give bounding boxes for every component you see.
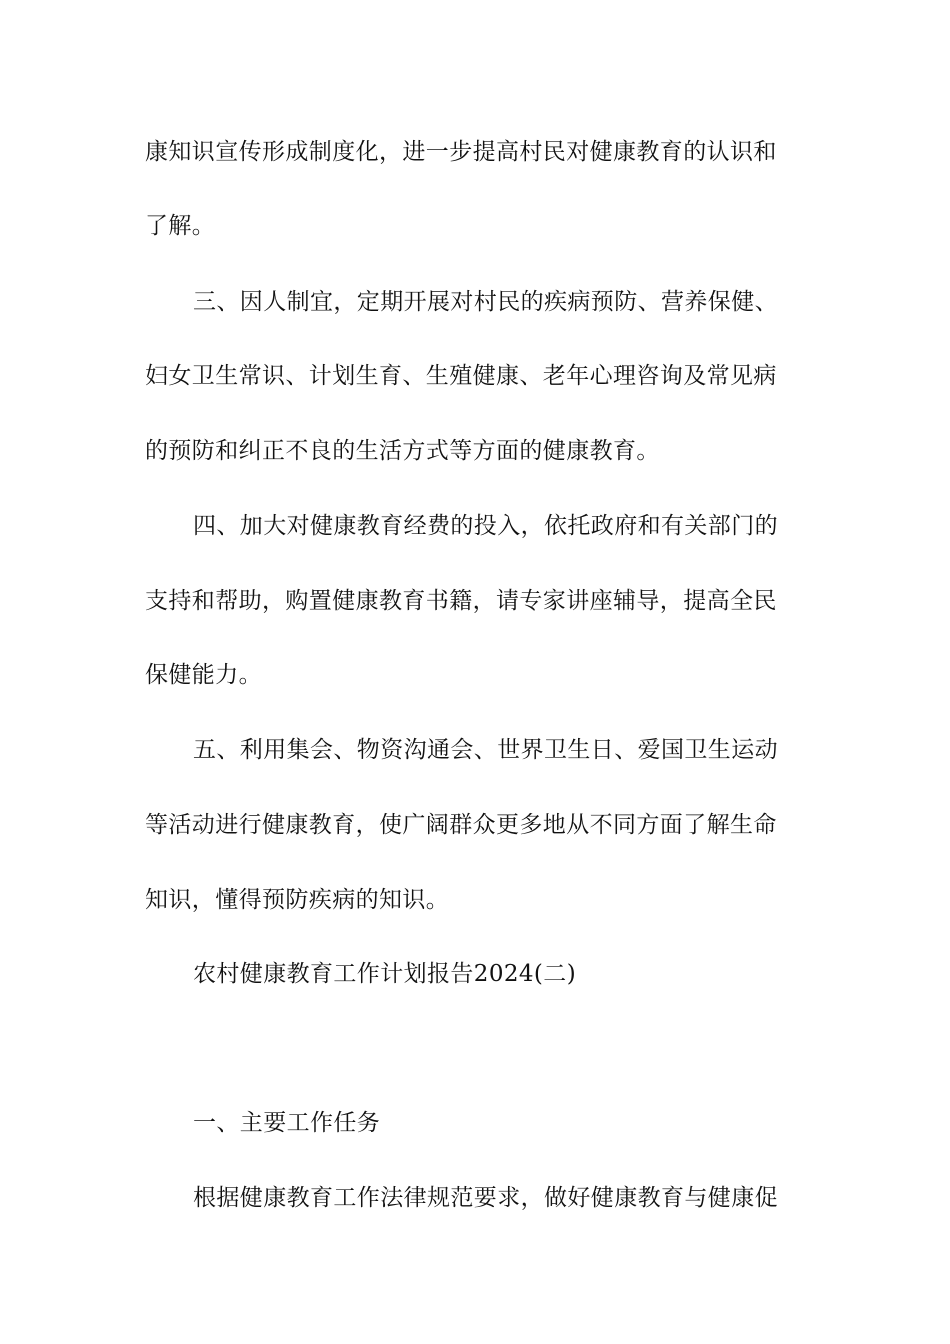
section-title: 农村健康教育工作计划报告2024(二) [193, 961, 577, 987]
paragraph-line: 了解。 [145, 213, 216, 239]
paragraph-line: 根据健康教育工作法律规范要求，做好健康教育与健康促 [193, 1185, 778, 1211]
paragraph-line: 四、加大对健康教育经费的投入，依托政府和有关部门的 [193, 513, 778, 539]
paragraph-line: 等活动进行健康教育，使广阔群众更多地从不同方面了解生命 [145, 812, 777, 838]
paragraph-line: 康知识宣传形成制度化，进一步提高村民对健康教育的认识和 [145, 139, 777, 165]
paragraph-line: 三、因人制宜，定期开展对村民的疾病预防、营养保健、 [193, 289, 778, 315]
paragraph-line: 知识，懂得预防疾病的知识。 [145, 887, 450, 913]
paragraph-line: 五、利用集会、物资沟通会、世界卫生日、爱国卫生运动 [193, 737, 778, 763]
paragraph-line: 保健能力。 [145, 662, 262, 688]
section-heading: 一、主要工作任务 [193, 1110, 381, 1136]
paragraph-line: 妇女卫生常识、计划生育、生殖健康、老年心理咨询及常见病 [145, 363, 777, 389]
paragraph-line: 支持和帮助，购置健康教育书籍，请专家讲座辅导，提高全民 [145, 588, 777, 614]
paragraph-line: 的预防和纠正不良的生活方式等方面的健康教育。 [145, 438, 660, 464]
